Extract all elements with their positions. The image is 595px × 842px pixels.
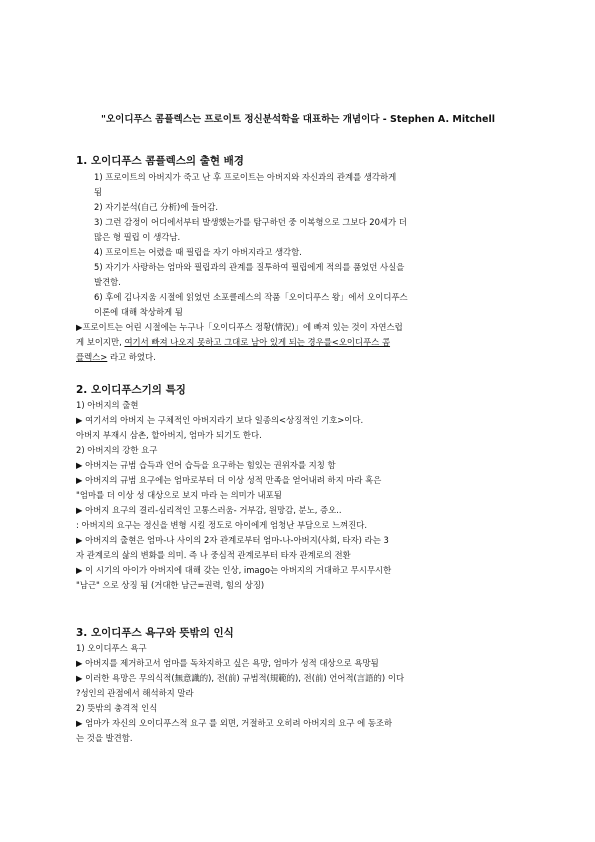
- section2-item: ▶ 아버지는 규범 습득과 언어 습득을 요구하는 힘있는 권위자를 지칭 함: [76, 460, 336, 470]
- section1-item: 6) 후에 김나지움 시절에 읽었던 소포클레스의 작품「오이디푸스 왕」에서 오이디푸스: [94, 292, 408, 302]
- epigraph-quote: "오이디푸스 콤플렉스는 프로이트 정신분석학을 대표하는 개념이다 - Stephen A. Mitchell: [101, 114, 495, 125]
- section1-summary-line: [76, 335, 390, 349]
- section1-item: 이론에 대해 착상하게 됨: [94, 307, 183, 317]
- section2-item: ▶ 아버지 요구의 결리-심리적인 고통스러움- 거부감, 원망감, 분노, 증오..: [76, 505, 342, 515]
- section2-item: 2) 아버지의 강한 요구: [76, 445, 158, 455]
- section1-item: 됨: [94, 187, 103, 197]
- summary-underlined-text: 플렉스>: [76, 352, 108, 362]
- section2-item: 아버지 부재시 삼촌, 할아버지, 엄마가 되기도 한다.: [76, 430, 262, 440]
- section3-item: 2) 뜻밖의 충격적 인식: [76, 703, 158, 713]
- section1-item: 4) 프로이트는 어렸을 때 필립을 자기 아버지라고 생각함.: [94, 247, 302, 257]
- section1-item: 3) 그런 감정이 어디에서부터 발생했는가를 탐구하던 중 이복형으로 그보다 20세가 더: [94, 217, 407, 227]
- section2-item: 자 관계로의 삶의 변화를 의미. 즉 나 중심적 관계로부터 타자 관계로의 전환: [76, 550, 351, 560]
- section2-item: "남근" 으로 상징 됨 (거대한 남근=권력, 힘의 상징): [76, 580, 265, 590]
- section2-item: "엄마를 더 이상 성 대상으로 보지 마라 는 의미가 내포됨: [76, 490, 282, 500]
- section3-item: 1) 오이디푸스 욕구: [76, 643, 147, 653]
- section3-item: ▶ 엄마가 자신의 오이디푸스적 요구 를 외면, 거절하고 오히려 아버지의 요구 에 동조하: [76, 718, 393, 728]
- section3-heading: 3. 오이디푸스 욕구와 뜻밖의 인식: [76, 627, 234, 639]
- section1-item: 2) 자기분석(自己 分析)에 들어감.: [94, 202, 219, 212]
- section2-item: ▶ 이 시기의 아이가 아버지에 대해 갖는 인상, imago는 아버지의 거대하고 무시무시한: [76, 565, 392, 575]
- section1-summary-line: ▶프로이트는 어린 시절에는 누구나「오이디푸스 정황(情況)」에 빠져 있는 것이 자연스럽: [76, 322, 403, 332]
- section2-item: ▶ 아버지의 규범 요구에는 엄마로부터 더 이상 성적 만족을 얻어내려 하지 마라 혹은: [76, 475, 382, 485]
- section1-item: 1) 프로이트의 아버지가 죽고 난 후 프로이트는 아버지와 자신과의 관계를 생각하게: [94, 172, 397, 182]
- section2-item: : 아버지의 요구는 정신을 변형 시킬 정도로 아이에게 엄청난 부담으로 느껴진다.: [76, 520, 367, 530]
- summary-text: 라고 하였다.: [107, 352, 156, 362]
- section1-item: 5) 자기가 사랑하는 엄마와 필립과의 관계를 질투하여 필립에게 적의를 품었던 사실을: [94, 262, 405, 272]
- section2-heading: 2. 오이디푸스기의 특징: [76, 384, 186, 396]
- section2-item: ▶ 여기서의 아버지 는 구체적인 아버지라기 보다 일종의<상징적인 기호>이다.: [76, 415, 364, 425]
- section2-item: ▶ 아버지의 출현은 엄마-나 사이의 2자 관계로부터 엄마-나-아버지(사회, 타자) 라는 3: [76, 535, 389, 545]
- section3-item: ▶ 이러한 욕망은 무의식적(無意識的), 전(前) 규범적(規範的), 전(前) 언어적(言語的) 이다: [76, 673, 405, 683]
- summary-text: 게 보이지만,: [76, 337, 125, 347]
- section3-item: ▶ 아버지를 제거하고서 엄마를 독차지하고 싶은 욕망, 엄마가 성적 대상으로 욕망됨: [76, 658, 379, 668]
- section3-item: 는 것을 발견함.: [76, 733, 133, 743]
- section3-item: ?성인의 관점에서 해석하지 말라: [76, 688, 194, 698]
- summary-underlined-text: 여기서 빠져 나오지 못하고 그대로 남아 있게 되는 경우를<오이디푸스 콤: [124, 337, 391, 347]
- section1-summary-line: [76, 350, 156, 364]
- section1-item: 발견함.: [94, 277, 121, 287]
- section2-item: 1) 아버지의 출현: [76, 400, 139, 410]
- section1-heading: 1. 오이디푸스 콤플렉스의 출현 배경: [76, 155, 244, 167]
- section1-item: 많은 형 필립 이 생각남.: [94, 232, 181, 242]
